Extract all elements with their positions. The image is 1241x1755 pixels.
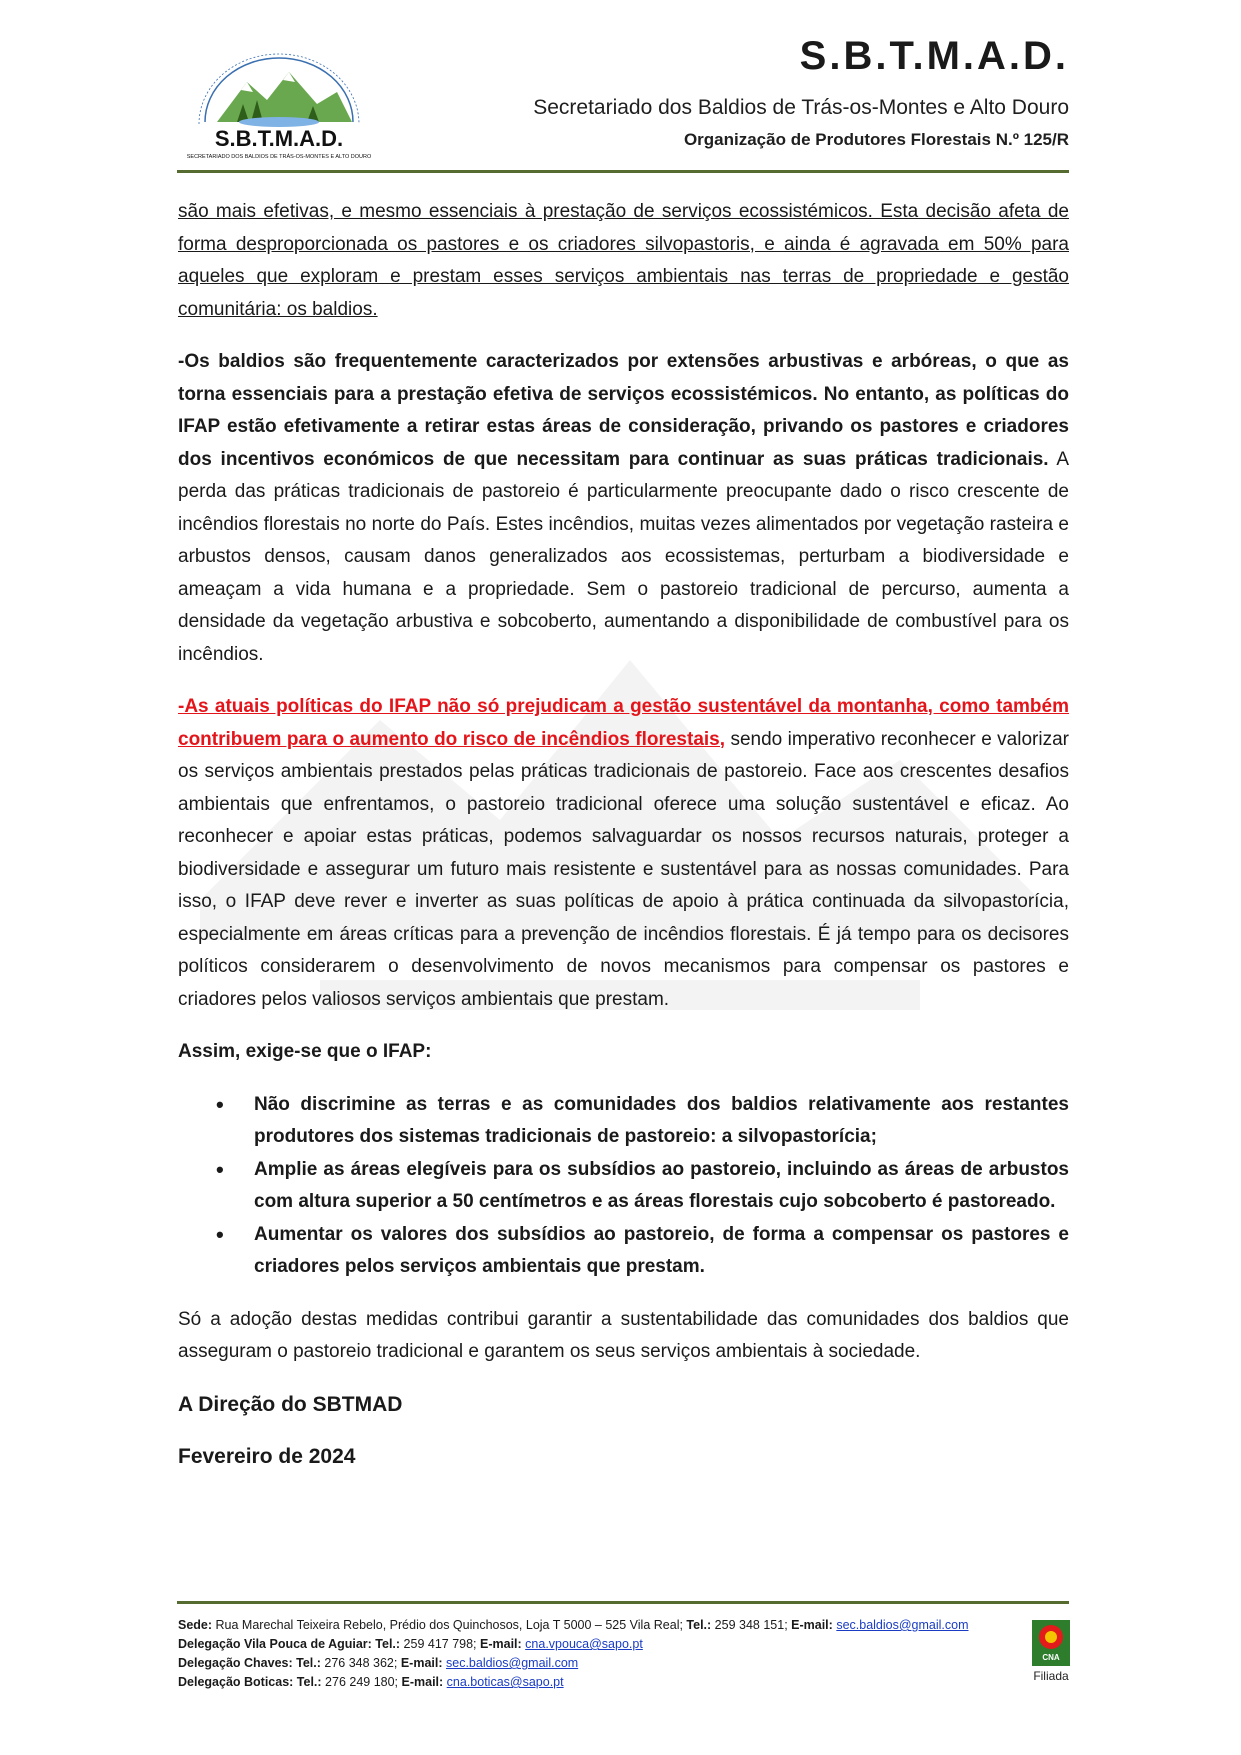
footer-line-boticas xyxy=(178,1673,1018,1692)
demand-text: Não discrimine as terras e as comunidades dos baldios relativamente aos restantes produtores dos sistemas tradicionais de pastoreio: a silvopastorícia; xyxy=(254,1093,1069,1147)
logo-subtext: SECRETARIADO DOS BALDIOS DE TRÁS-OS-MONTES E ALTO DOURO xyxy=(186,154,372,160)
paragraph-baldios-bold: -Os baldios são frequentemente caracterizados por extensões arbustivas e arbóreas, o que as torna essenciais para a prestação efetiva de serviços ecossistémicos. No entanto, as políticas do IFAP estão efetivamente a retirar estas áreas de consideração, privando os pastores e criadores dos incentivos económicos de que necessitam para continuar as suas práticas tradicionais. xyxy=(178,351,1069,470)
footer-phone: 276 249 180; xyxy=(321,1675,402,1689)
email-link[interactable]: cna.boticas@sapo.pt xyxy=(446,1675,564,1689)
logo-text: S.B.T.M.A.D. xyxy=(214,126,344,151)
sbtmad-logo xyxy=(177,52,382,164)
header-divider xyxy=(177,170,1069,173)
paragraph-continuation: são mais efetivas, e mesmo essenciais à prestação de serviços ecossistémicos. Esta decisão afeta de forma desproporcionada os pastores e os criadores silvopastoris, e ainda é agravada em 50% para aqueles que exploram e prestam esses serviços ambientais nas terras de propriedade e gestão comunitária: os baldios. xyxy=(178,201,1069,320)
footer-divider xyxy=(177,1601,1069,1604)
footer-label: E-mail: xyxy=(480,1637,522,1651)
footer-label: Sede: xyxy=(178,1618,213,1632)
paragraph-baldios-rest: A perda das práticas tradicionais de pastoreio é particularmente preocupante dado o risco crescente de incêndios florestais no norte do País. Estes incêndios, muitas vezes alimentados por vegetação rasteira e arbustos densos, causam danos generalizados aos ecossistemas, perturbam a biodiversidade e ameaçam a vida humana e a propriedade. Sem o pastoreio tradicional de percurso, aumenta a densidade da vegetação arbustiva e sobcoberto, aumentando a disponibilidade de combustível para os incêndios. xyxy=(178,448,1069,665)
email-link[interactable]: sec.baldios@gmail.com xyxy=(446,1656,579,1670)
letter-body xyxy=(178,196,1069,1474)
closing-paragraph: Só a adoção destas medidas contribui garantir a sustentabilidade das comunidades dos baldios que asseguram o pastoreio tradicional e garantem os seus serviços ambientais à sociedade. xyxy=(178,1308,1069,1362)
footer-line-headquarters xyxy=(178,1616,1018,1635)
paragraph-ifap-highlight: -As atuais políticas do IFAP não só prejudicam a gestão sustentável da montanha, como também contribuem para o aumento do risco de incêndios florestais, xyxy=(178,696,1069,750)
footer-label: E-mail: xyxy=(401,1675,444,1689)
demands-intro: Assim, exige-se que o IFAP: xyxy=(178,1041,432,1062)
footer-label: Delegação Boticas: Tel.: xyxy=(178,1675,322,1689)
paragraph-baldios xyxy=(178,346,1069,671)
footer-label: Delegação Vila Pouca de Aguiar: Tel.: xyxy=(178,1637,401,1651)
footer-phone: 259 417 798; xyxy=(400,1637,480,1651)
footer-line-chaves xyxy=(178,1654,1018,1673)
bullet-icon: • xyxy=(216,1091,224,1117)
footer-phone: 276 348 362; xyxy=(320,1656,401,1670)
mountain-logo-icon xyxy=(177,52,382,164)
list-item xyxy=(178,1219,1069,1284)
footer-label: E-mail: xyxy=(791,1618,833,1632)
organization-name: Secretariado dos Baldios de Trás-os-Montes e Alto Douro xyxy=(533,96,1069,119)
demands-list xyxy=(178,1089,1069,1284)
paragraph-ifap-rest: sendo imperativo reconhecer e valorizar os serviços ambientais prestados pelas práticas tradicionais de pastoreio. Face aos crescentes desafios ambientais que enfrentamos, o pastoreio tradicional oferece uma solução sustentável e eficaz. Ao reconhecer e apoiar estas práticas, podemos salvaguardar os nossos recursos naturais, proteger a biodiversidade e assegurar um futuro mais resistente e sustentável para as nossas comunidades. Para isso, o IFAP deve rever e inverter as suas políticas de apoio à prática continuada da silvopastorícia, especialmente em áreas críticas para a prevenção de incêndios florestais. É já tempo para os decisores políticos considerarem o desenvolvimento de novos mecanismos para compensar os pastores e criadores pelos valiosos serviços ambientais que prestam. xyxy=(178,728,1069,1010)
footer-line-vila-pouca xyxy=(178,1635,1018,1654)
organization-registration: Organização de Produtores Florestais N.º 125/R xyxy=(683,130,1069,149)
signature: A Direção do SBTMAD xyxy=(178,1392,403,1416)
demand-text: Aumentar os valores dos subsídios ao pastoreio, de forma a compensar os pastores e criadores pelos serviços ambientais que prestam. xyxy=(254,1223,1069,1277)
footer-contacts xyxy=(178,1616,1018,1692)
footer-label: E-mail: xyxy=(400,1656,443,1670)
email-link[interactable]: sec.baldios@gmail.com xyxy=(836,1618,969,1632)
email-link[interactable]: cna.vpouca@sapo.pt xyxy=(525,1637,643,1651)
affiliate-label: Filiada xyxy=(1033,1669,1069,1683)
document-date: Fevereiro de 2024 xyxy=(178,1445,356,1468)
list-item xyxy=(178,1154,1069,1219)
footer-address: Rua Marechal Teixeira Rebelo, Prédio dos Quinchosos, Loja T 5000 – 525 Vila Real; xyxy=(212,1618,687,1632)
affiliate-badge xyxy=(1028,1620,1074,1683)
footer-label: Delegação Chaves: Tel.: xyxy=(178,1656,321,1670)
demand-text: Amplie as áreas elegíveis para os subsídios ao pastoreio, incluindo as áreas de arbustos com altura superior a 50 centímetros e as áreas florestais cujo sobcoberto é pastoreado. xyxy=(254,1158,1069,1212)
bullet-icon: • xyxy=(216,1156,224,1182)
footer-phone: 259 348 151; xyxy=(711,1618,792,1632)
paragraph-ifap-policies xyxy=(178,691,1069,1016)
cna-logo-text: CNA xyxy=(1042,1653,1060,1662)
footer-label: Tel.: xyxy=(686,1618,712,1632)
cna-logo-icon xyxy=(1032,1620,1070,1666)
bullet-icon: • xyxy=(216,1221,224,1247)
list-item xyxy=(178,1089,1069,1154)
organization-acronym: S.B.T.M.A.D. xyxy=(799,34,1069,78)
